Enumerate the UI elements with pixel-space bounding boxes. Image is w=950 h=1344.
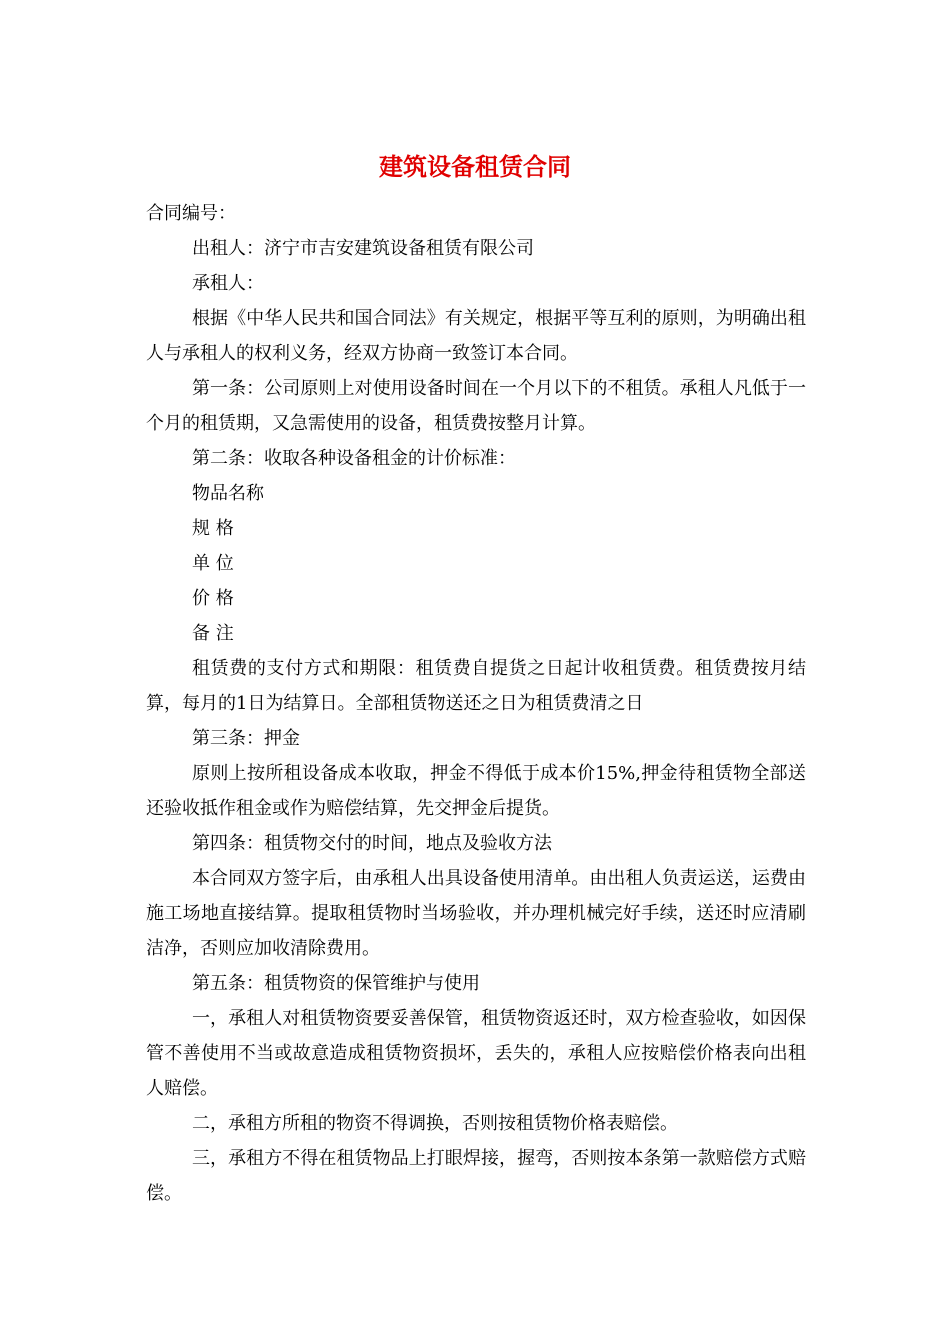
article-3-heading: 第三条：押金 [192, 728, 300, 749]
article-2-heading: 第二条：收取各种设备租金的计价标准： [192, 448, 516, 469]
field-unit: 单 位 [192, 553, 234, 574]
lessee-line: 承租人： [192, 273, 264, 294]
field-spec: 规 格 [192, 518, 234, 539]
intro-paragraph: 根据《中华人民共和国合同法》有关规定，根据平等互利的原则，为明确出租人与承租人的权利义务，经双方协商一致签订本合同。 [146, 308, 806, 364]
lessor-line: 出租人：济宁市吉安建筑设备租赁有限公司 [192, 238, 534, 259]
article-4-heading: 第四条：租赁物交付的时间，地点及验收方法 [192, 833, 552, 854]
article-1: 第一条：公司原则上对使用设备时间在一个月以下的不租赁。承租人凡低于一个月的租赁期，又急需使用的设备，租赁费按整月计算。 [146, 378, 806, 434]
delivery-paragraph: 本合同双方签字后，由承租人出具设备使用清单。由出租人负责运送，运费由施工场地直接结算。提取租赁物时当场验收，并办理机械完好手续，送还时应清刷洁净，否则应加收清除费用。 [146, 868, 806, 959]
clause-1: 一，承租人对租赁物资要妥善保管，租赁物资返还时，双方检查验收，如因保管不善使用不当或故意造成租赁物资损坏，丢失的，承租人应按赔偿价格表向出租人赔偿。 [146, 1008, 806, 1099]
article-5-heading: 第五条：租赁物资的保管维护与使用 [192, 973, 480, 994]
payment-paragraph: 租赁费的支付方式和期限：租赁费自提货之日起计收租赁费。租赁费按月结算，每月的1日为结算日。全部租赁物送还之日为租赁费清之日 [146, 658, 806, 714]
document-body [146, 196, 806, 1211]
field-item-name: 物品名称 [192, 483, 264, 504]
field-remarks: 备 注 [192, 623, 234, 644]
field-price: 价 格 [192, 588, 234, 609]
clause-2: 二，承租方所租的物资不得调换，否则按租赁物价格表赔偿。 [192, 1113, 678, 1134]
clause-3: 三，承租方不得在租赁物品上打眼焊接，握弯，否则按本条第一款赔偿方式赔偿。 [146, 1148, 806, 1204]
deposit-paragraph: 原则上按所租设备成本收取，押金不得低于成本价15%,押金待租赁物全部送还验收抵作租金或作为赔偿结算，先交押金后提货。 [146, 763, 806, 819]
contract-number-label: 合同编号： [146, 203, 236, 224]
document-title: 建筑设备租赁合同 [379, 152, 571, 181]
